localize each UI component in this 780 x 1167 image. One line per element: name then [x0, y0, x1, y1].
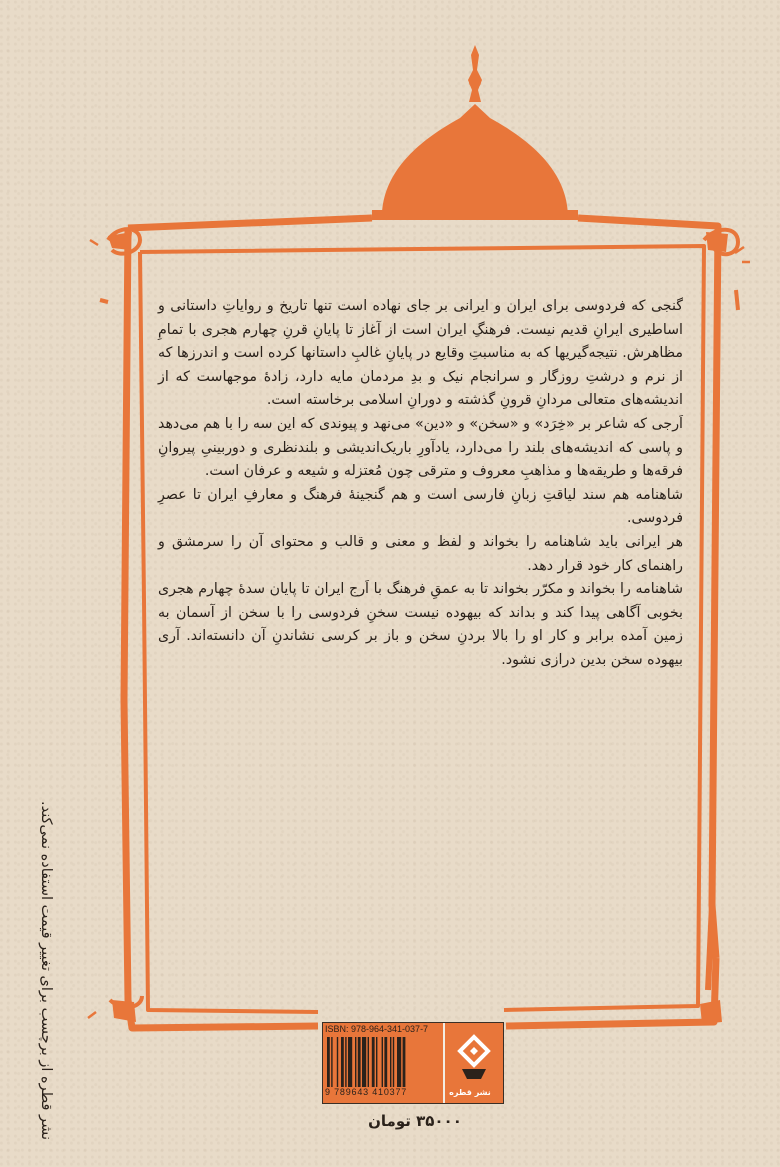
barcode-bar [341, 1037, 344, 1087]
barcode-bar [348, 1037, 352, 1087]
barcode-bar [331, 1037, 332, 1087]
isbn-label: ISBN: 978-964-341-037-7 [325, 1024, 429, 1034]
barcode-bar [393, 1037, 394, 1087]
paragraph-2: اَرجی که شاعر بر «خِرَد» و «سخن» و «دین» می‌نهد و پیوندی که این سه را با هم می‌دهد و پاسی که اندیشه‌های بلند را می‌دارد، یادآورِ باریک‌اندیشی و بلندنظری و دوربینیِ پیروانِ فرقه‌ها و طریقه‌ها و مذاهبِ معروف و مترقی چون مُعتزله و شیعه و عرفان است. [158, 415, 683, 480]
barcode-bar [384, 1037, 387, 1087]
barcode-digits: 9 789643 410377 [325, 1087, 408, 1097]
paragraph-5: شاهنامه را بخواند و مکرّر بخواند تا به عمقِ فرهنگ با اَرج ایران تا پایان سدهٔ چهارم هجری بخوبی آگاهی پیدا کند و بداند که بیهوده نیست سخنِ فردوسی را با سخن از آسمان به زمین آمده برابر و کار او را بالا بردنِ سخن و باز بر کرسی نشاندنِ آن دانسته‌اند. آری بیهوده سخن بدین درازی نشود. [158, 581, 683, 668]
barcode-bar [355, 1037, 356, 1087]
price-tag: ۳۵۰۰۰ تومان [368, 1112, 462, 1130]
barcode-bar [382, 1037, 383, 1087]
barcode-bar [372, 1037, 375, 1087]
barcode-bar [368, 1037, 369, 1087]
paragraph-4: هر ایرانی باید شاهنامه را بخواند و لفظ و معنی و قالب و محتوای آن را سرمشق و راهنمای کار خود قرار دهد. [158, 533, 683, 574]
publisher-logo-label: نشر قطره [449, 1088, 491, 1097]
paragraph-1: گنجی که فردوسی برای ایران و ایرانی بر جای نهاده است تنها تاریخ و روایاتِ داستانی و اساطیری ایرانِ قدیم نیست. فرهنگِ ایران است از آغاز تا پایانِ قرنِ چهارم هجری با تمامِ مظاهرش. نتیجه‌گیریها که به مناسبتِ وقایع در پایانِ غالبِ داستانها کرده است و اندرزها که از نرم و درشتِ روزگار و سرانجام نیک و بدِ مردمان مایه دارد، زادهٔ موجهاست که از اندیشه‌های متعالی مردانِ قرونِ گذشته و دورانِ اسلامی برخاسته است. [158, 298, 683, 409]
barcode-bar [337, 1037, 338, 1087]
price-label-notice: نشر قطره از برچسب برای تغییر قیمت استفاده نمی‌کند. [38, 801, 54, 1140]
barcode-bar [345, 1037, 346, 1087]
barcode-bar [403, 1037, 406, 1087]
barcode-bar [362, 1037, 366, 1087]
description-text [158, 295, 683, 673]
paragraph-3: شاهنامه هم سند لیاقتِ زبانِ فارسی است و هم گنجینهٔ فرهنگ و معارفِ ایران تا عصرِ فردوسی. [158, 486, 683, 527]
barcode-bar [358, 1037, 361, 1087]
barcode-bar [327, 1037, 330, 1087]
barcode-bar [397, 1037, 401, 1087]
barcode-bar [376, 1037, 377, 1087]
barcode-bar [390, 1037, 391, 1087]
